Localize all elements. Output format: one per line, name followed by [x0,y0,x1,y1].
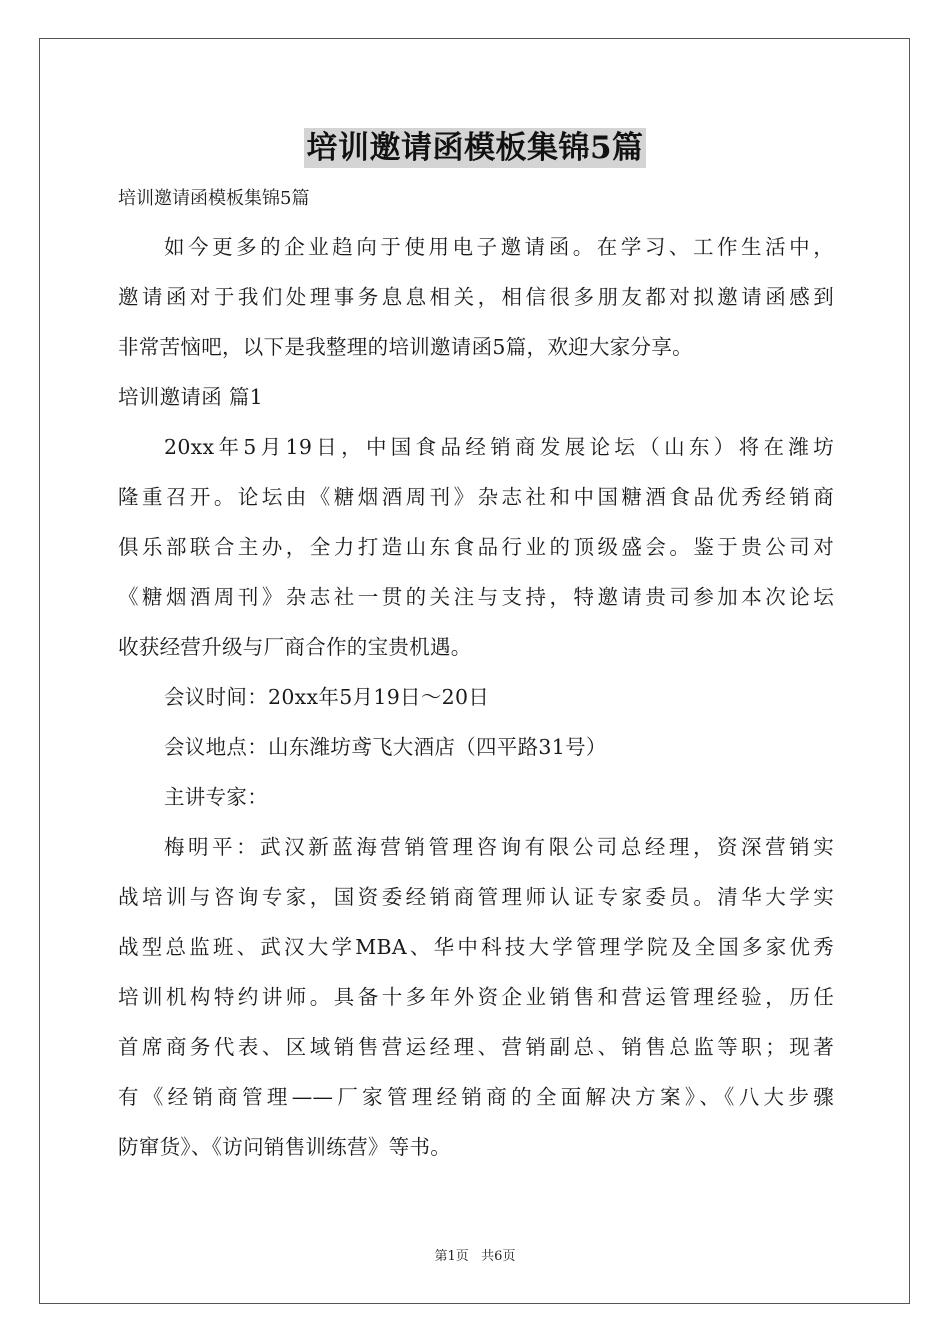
text-line: 非常苦恼吧，以下是我整理的培训邀请函5篇，欢迎大家分享。 [118,335,693,359]
text-line: 如今更多的企业趋向于使用电子邀请函。在学习、工作生活中， [164,235,834,259]
text-line: 首席商务代表、区域销售营运经理、营销副总、销售总监等职；现著 [118,1035,834,1059]
text-line: 会议时间：20xx年5月19日～20日 [164,685,490,709]
document-subtitle: 培训邀请函模板集锦5篇 [118,188,310,209]
paragraph-lines [118,222,834,1172]
text-line: 战培训与咨询专家，国资委经销商管理师认证专家委员。清华大学实 [118,885,834,909]
text-line: 隆重召开。论坛由《糖烟酒周刊》杂志社和中国糖酒食品优秀经销商 [118,485,834,509]
text-line: 20xx年5月19日，中国食品经销商发展论坛（山东）将在潍坊 [164,435,834,459]
title-container [0,128,950,168]
text-line: 有《经销商管理——厂家管理经销商的全面解决方案》、《八大步骤 [118,1085,834,1109]
text-line: 会议地点：山东潍坊鸢飞大酒店（四平路31号） [164,735,607,759]
section-heading: 培训邀请函 篇1 [118,385,263,409]
text-line: 培训机构特约讲师。具备十多年外资企业销售和营运管理经验，历任 [118,985,834,1009]
text-line: 防窜货》、《访问销售训练营》等书。 [118,1135,452,1159]
text-line: 战型总监班、武汉大学MBA、华中科技大学管理学院及全国多家优秀 [118,935,834,959]
text-line: 主讲专家： [164,785,268,809]
text-line: 俱乐部联合主办，全力打造山东食品行业的顶级盛会。鉴于贵公司对 [118,535,834,559]
document-title: 培训邀请函模板集锦5篇 [306,130,644,166]
page-footer: 第1页 共6页 [434,1249,516,1264]
text-line: 《糖烟酒周刊》杂志社一贯的关注与支持，特邀请贵司参加本次论坛 [118,585,834,609]
text-line: 收获经营升级与厂商合作的宝贵机遇。 [118,635,472,659]
text-line: 邀请函对于我们处理事务息息相关，相信很多朋友都对拟邀请函感到 [118,285,834,309]
document-body [118,181,834,1172]
text-line: 梅明平：武汉新蓝海营销管理咨询有限公司总经理，资深营销实 [164,835,834,859]
